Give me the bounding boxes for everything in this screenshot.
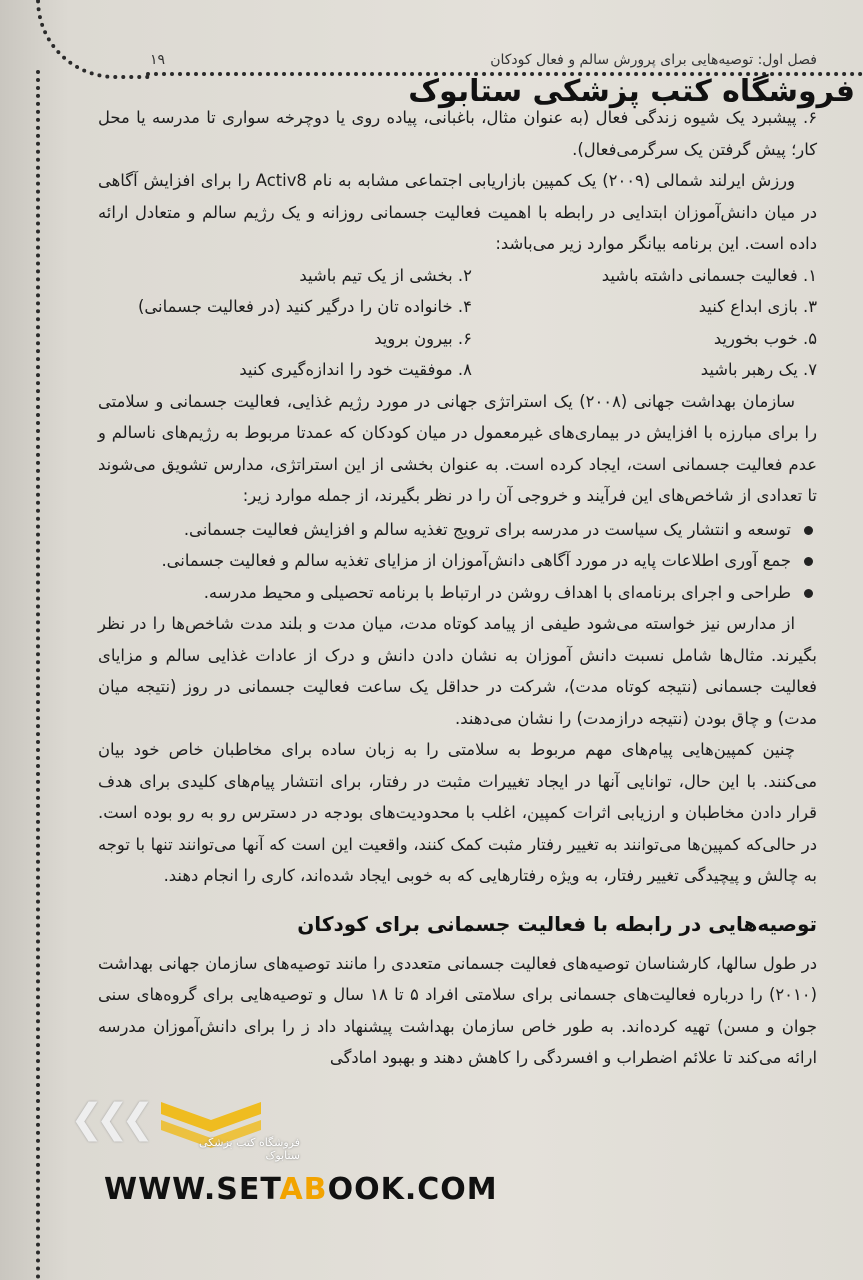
page-number: ۱۹: [150, 52, 166, 68]
list-item: ۵. خوب بخورید: [713, 328, 817, 348]
list-item: ۸. موفقیت خود را اندازه‌گیری کنید: [239, 360, 472, 379]
bullet-icon: [804, 526, 813, 535]
bullet-text: طراحی و اجرای برنامه‌ای با اهداف روشن در ارتباط با برنامه تحصیلی و محیط مدرسه.: [203, 582, 791, 602]
corner-dotted-border: [36, 0, 150, 79]
list-item: ۴. خانواده تان را درگیر کنید (در فعالیت جسمانی): [138, 297, 472, 316]
list-item: ۱. فعالیت جسمانی داشته باشید: [601, 265, 817, 285]
bullet-icon: [804, 589, 813, 598]
bullet-item: [98, 577, 817, 609]
arrows-icon: ❮❮❮: [70, 1096, 147, 1142]
section-heading: توصیه‌هایی در رابطه با فعالیت جسمانی برای کودکان: [297, 911, 817, 936]
store-watermark: فروشگاه کتب پزشکی ستابوک: [408, 74, 855, 109]
list-item: ۷. یک رهبر باشید: [700, 360, 817, 379]
list-item: ۶. بیرون بروید: [374, 328, 472, 348]
site-url-highlight: AB: [279, 1172, 328, 1207]
site-url: [104, 1172, 498, 1207]
paragraph-4: از مدارس نیز خواسته می‌شود طیفی از پیامد کوتاه مدت، میان مدت و بلند مدت شاخص‌ها را در نظر بگیرند. مثال‌ها شامل نسبت دانش آموزان به نشان دادن دانش و درک از عادات غذایی سالم و مزایای فعالیت جسمانی (نتیجه کوتاه مدت)، شرکت در حداقل یک ساعت فعالیت جسمانی در روز (نتیجه میان مدت) و چاق بودن (نتیجه درازمدت) را نشان می‌دهند.: [98, 614, 817, 728]
paragraph-3: سازمان بهداشت جهانی (۲۰۰۸) یک استراتژی جهانی در مورد رژیم غذایی، فعالیت جسمانی و سلامتی را برای مبارزه با افزایش در بیماری‌های غیرمعمول در میان کودکان که عمدتا مربوط به رژیم‌های ناسالم و عدم فعالیت جسمانی است، ایجاد کرده است. به عنوان بخشی از این استراتژی، مدارس تشویق می‌شوند تا تعدادی از شاخص‌های این فرآیند و خروجی آن را در نظر بگیرند، از جمله موارد زیر:: [98, 391, 817, 505]
site-url-suffix: OOK.COM: [327, 1172, 498, 1207]
list-item: ۲. بخشی از یک تیم باشید: [299, 265, 472, 285]
bullet-text: توسعه و انتشار یک سیاست در مدرسه برای ترویج تغذیه سالم و افزایش فعالیت جسمانی.: [183, 519, 791, 539]
bullet-icon: [804, 557, 813, 566]
paragraph-1: ۶. پیشبرد یک شیوه زندگی فعال (به عنوان مثال، باغبانی، پیاده روی یا دوچرخه سواری تا مدرسه یا محل کار؛ پیش گرفتن یک سرگرمی‌فعال).: [98, 108, 817, 159]
bullet-list: [98, 514, 817, 609]
bullet-text: جمع آوری اطلاعات پایه در مورد آگاهی دانش‌آموزان از مزایای تغذیه سالم و فعالیت جسمانی.: [161, 551, 791, 570]
paragraph-5: چنین کمپین‌هایی پیام‌های مهم مربوط به سلامتی را به زبان ساده برای مخاطبان خاص خود بیان می‌کنند. با این حال، توانایی آنها در ایجاد تغییرات مثبت در رفتار، برای انتشار پیام‌های کلیدی برای هدف قرار دادن مخاطبان و ارزیابی اثرات کمپین، اغلب با محدودیت‌های بودجه در دسترس رو به رو بوده است. در حالی‌که کمپین‌ها می‌توانند به تغییر رفتار مثبت کمک کنند، واقعیت این است که آنها می‌توانند تنها با توجه به چالش و پیچیدگی تغییر رفتار، به ویژه رفتارهایی که به خوبی ایجاد شده‌اند، کاری را انجام دهند.: [98, 740, 817, 885]
site-url-prefix: WWW.SET: [104, 1172, 280, 1207]
list-item: ۳. بازی ابداع کنید: [698, 297, 817, 316]
page-body: [98, 102, 817, 1074]
bullet-item: [98, 545, 817, 577]
running-head: [150, 52, 817, 74]
logo-subtitle: فروشگاه کتب پزشکی ستابوک: [199, 1136, 300, 1162]
chapter-title: فصل اول: توصیه‌هایی برای پرورش سالم و فعال کودکان: [490, 52, 817, 68]
left-dotted-border: [36, 70, 40, 1280]
paragraph-2: ورزش ایرلند شمالی (۲۰۰۹) یک کمپین بازاریابی اجتماعی مشابه به نام Activ8 را برای افزایش آگاهی در میان دانش‌آموزان ابتدایی در رابطه با اهمیت فعالیت جسمانی روزانه و یک رژیم سالم و متعادل ارائه داده است. این برنامه بیانگر موارد زیر می‌باشد:: [98, 171, 817, 253]
paragraph-6: در طول سالها، کارشناسان توصیه‌های فعالیت جسمانی متعددی را مانند توصیه‌های سازمان جهانی بهداشت (۲۰۱۰) را درباره فعالیت‌های جسمانی برای سلامتی افراد ۵ تا ۱۸ سال و توصیه‌هایی برای گروه‌های سنی جوان و مسن) تهیه کرده‌اند. به طور خاص سازمان بهداشت پیشنهاد داد ز را برای دانش‌آموزان مدرسه ارائه می‌کند تا علائم اضطراب و افسردگی را کاهش دهند و بهبود امادگی: [98, 953, 817, 1067]
numbered-list: [98, 260, 817, 386]
bullet-item: [98, 514, 817, 546]
setabook-logo: [70, 1088, 300, 1168]
